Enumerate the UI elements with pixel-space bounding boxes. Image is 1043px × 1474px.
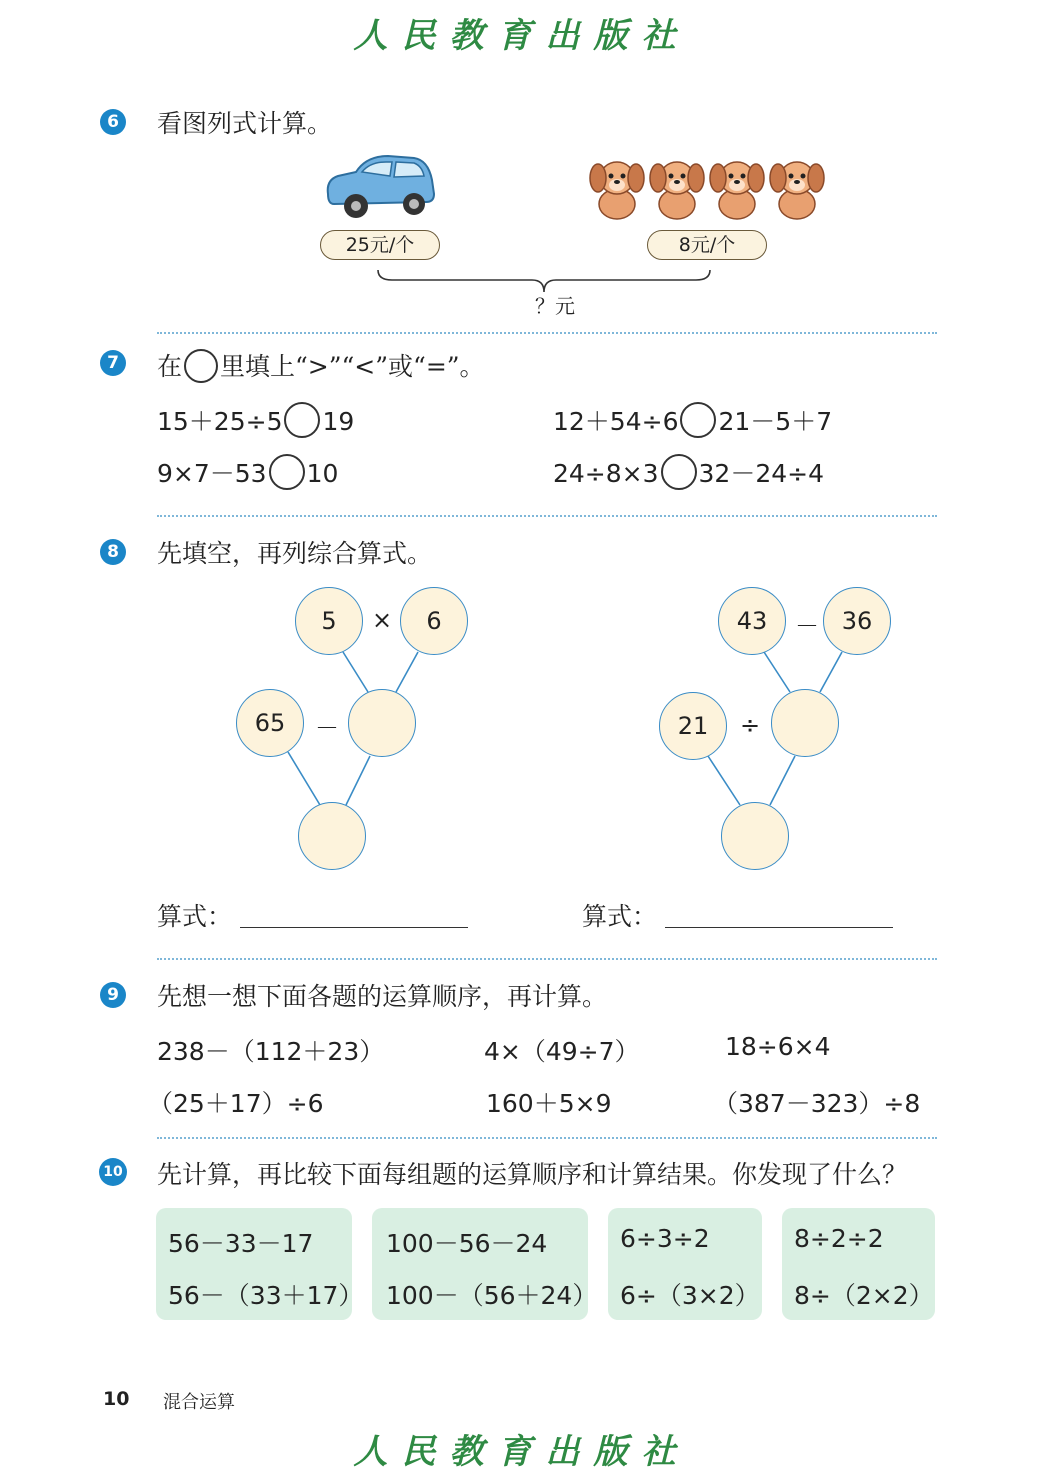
page-number: 10 [103,1388,130,1410]
question-8-title: 先填空，再列综合算式。 [157,539,433,568]
group-3-line-1: 6÷3÷2 [620,1224,710,1253]
section-divider [157,1137,937,1139]
toy-dog-icon [708,152,766,220]
chapter-name: 混合运算 [163,1392,235,1413]
tree1-node-a: 5 [295,587,363,655]
tree1-node-bottom-blank[interactable] [298,802,366,870]
compare-answer-circle[interactable] [269,454,305,490]
group-2-line-2: 100－（56＋24） [386,1281,598,1310]
calc-item-2: 4×（49÷7） [484,1037,640,1066]
question-number-10: 10 [99,1158,127,1186]
publisher-header: 人民教育出版社 [353,16,690,56]
group-4-line-1: 8÷2÷2 [794,1224,884,1253]
formula-answer-line-1[interactable] [240,927,468,928]
formula-label-2: 算式： [582,902,658,931]
question-number-6: 6 [100,109,126,135]
group-3-line-2: 6÷（3×2） [620,1281,760,1310]
question-number-7: 7 [100,350,126,376]
total-unknown: ？元 [535,294,575,318]
tree1-node-b: 6 [400,587,468,655]
title-text-post: 里填上“>”“<”或“=”。 [220,352,485,381]
calc-item-5: 160＋5×9 [486,1089,612,1118]
tree2-op2: ÷ [740,711,761,739]
calc-item-1: 238－（112＋23） [157,1037,385,1066]
question-9-title: 先想一想下面各题的运算顺序，再计算。 [157,982,608,1011]
tree2-node-b: 36 [823,587,891,655]
compare-group-4 [782,1208,935,1320]
tree1-op2: － [315,714,339,742]
calc-item-4: （25＋17）÷6 [148,1089,324,1118]
group-4-line-2: 8÷（2×2） [794,1281,934,1310]
section-divider [157,515,937,517]
tree2-node-a: 43 [718,587,786,655]
question-7-title [157,347,485,386]
tree2-op1: － [795,612,819,640]
answer-circle-sample [184,349,218,383]
compare-answer-circle[interactable] [680,402,716,438]
question-10-title: 先计算，再比较下面每组题的运算顺序和计算结果。你发现了什么？ [157,1160,908,1189]
group-2-line-1: 100－56－24 [386,1229,548,1258]
tree2-node-bottom-blank[interactable] [721,802,789,870]
tree2-node-c: 21 [659,692,727,760]
compare-item-4: 24÷8×3 32－24÷4 [553,454,824,493]
calc-item-3: 18÷6×4 [725,1032,831,1061]
question-number-9: 9 [100,982,126,1008]
dog-price-tag: 8元/个 [647,230,767,260]
compare-answer-circle[interactable] [284,402,320,438]
toy-dog-icon [768,152,826,220]
tree1-node-mid-blank[interactable] [348,689,416,757]
calc-item-6: （387－323）÷8 [713,1089,921,1118]
tree1-node-c: 65 [236,689,304,757]
toy-dog-icon [588,152,646,220]
title-text-pre: 在 [157,352,183,381]
compare-item-1: 15＋25÷5 19 [157,402,354,441]
compare-item-2: 12＋54÷6 21－5＋7 [553,402,832,441]
tree1-op1: × [372,606,393,634]
question-number-8: 8 [100,539,126,565]
toy-car-icon [322,150,438,222]
compare-item-3: 9×7－53 10 [157,454,338,493]
compare-group-3 [608,1208,762,1320]
tree2-node-mid-blank[interactable] [771,689,839,757]
formula-label-1: 算式： [157,902,233,931]
car-price-tag: 25元/个 [320,230,440,260]
dogs-group [588,152,828,222]
section-divider [157,332,937,334]
compare-group-2 [372,1208,598,1320]
question-6-title: 看图列式计算。 [157,109,333,138]
group-1-line-2: 56－（33＋17） [168,1281,364,1310]
compare-answer-circle[interactable] [661,454,697,490]
group-1-line-1: 56－33－17 [168,1229,314,1258]
compare-group-1 [156,1208,364,1320]
toy-dog-icon [648,152,706,220]
formula-answer-line-2[interactable] [665,927,893,928]
section-divider [157,958,937,960]
publisher-footer: 人民教育出版社 [353,1432,690,1472]
